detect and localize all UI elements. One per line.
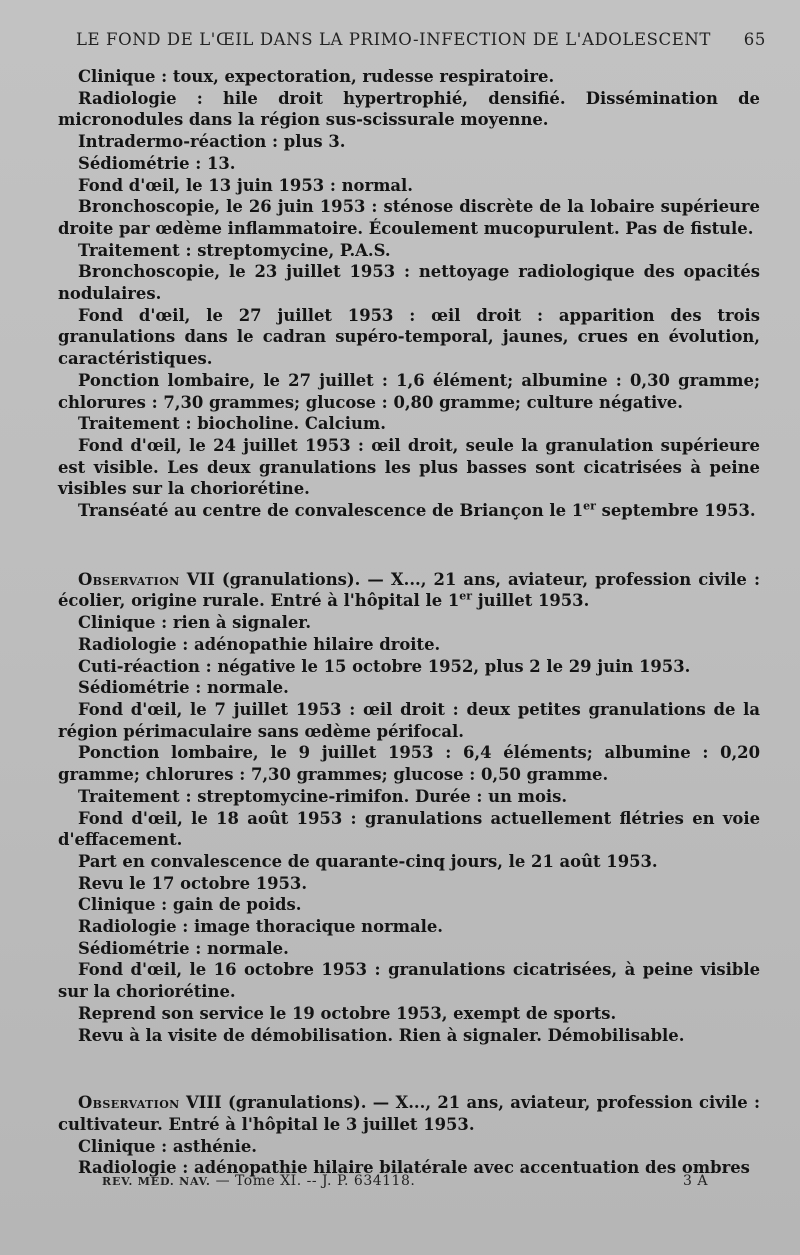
section-gap (58, 522, 760, 569)
paragraph: Radiologie : hile droit hypertrophié, densifié. Dissémination de micronodules dans la région sus-scissurale moyenne. (58, 88, 760, 130)
paragraph: Fond d'œil, le 24 juillet 1953 : œil droit, seule la granulation supérieure est visible. Les deux granulations les plus basses sont cicatrisées à peine visibles sur la choriorétine. (58, 435, 760, 499)
paragraph: Ponction lombaire, le 27 juillet : 1,6 élément; albumine : 0,30 gramme; chlorures : 7,30 grammes; glucose : 0,80 gramme; culture négative. (58, 370, 760, 412)
observation-8 (58, 1092, 760, 1179)
paragraph: Fond d'œil, le 18 août 1953 : granulations actuellement flétries en voie d'effacement. (58, 808, 760, 850)
journal-reference: REV. MÉD. NAV. — Tome XI. -- J. P. 634118. (102, 1173, 416, 1189)
observation-label: Observation (78, 1093, 180, 1113)
observation-heading: Observation VIII (granulations). — X..., 21 ans, aviateur, profession civile : cultivateur. Entré à l'hôpital le 3 juillet 1953. (58, 1093, 760, 1134)
paragraph: Radiologie : adénopathie hilaire bilatérale avec accentuation des ombres (78, 1158, 750, 1178)
paragraph: Radiologie : adénopathie hilaire droite. (78, 634, 441, 654)
paragraph: Intradermo-réaction : plus 3. (78, 132, 346, 152)
paragraph: Cuti-réaction : négative le 15 octobre 1952, plus 2 le 29 juin 1953. (78, 656, 691, 676)
paragraph: Fond d'œil, le 27 juillet 1953 : œil droit : apparition des trois granulations dans le cadran supéro-temporal, jaunes, crues en évolution, caractéristiques. (58, 305, 760, 369)
paragraph: Fond d'œil, le 7 juillet 1953 : œil droit : deux petites granulations de la région périmaculaire sans œdème périfocal. (58, 699, 760, 741)
paragraph: Ponction lombaire, le 9 juillet 1953 : 6,4 éléments; albumine : 0,20 gramme; chlorures : 7,30 grammes; glucose : 0,50 gramme. (58, 743, 760, 785)
signature-mark: 3 A (683, 1173, 708, 1189)
paragraph: Sédiométrie : normale. (78, 938, 289, 958)
paragraph: Fond d'œil, le 13 juin 1953 : normal. (78, 175, 413, 195)
paragraph: Fond d'œil, le 16 octobre 1953 : granulations cicatrisées, à peine visible sur la choriorétine. (58, 960, 760, 1002)
paragraph: Traitement : streptomycine-rimifon. Durée : un mois. (78, 786, 568, 806)
paragraph: Sédiométrie : 13. (78, 153, 236, 173)
paragraph: Clinique : rien à signaler. (78, 613, 312, 633)
paragraph: Sédiométrie : normale. (78, 678, 289, 698)
paragraph: Traitement : biocholine. Calcium. (78, 414, 386, 434)
paragraph: Clinique : asthénie. (78, 1136, 257, 1156)
page-number: 65 (743, 30, 766, 49)
paragraph: Part en convalescence de quarante-cinq jours, le 21 août 1953. (78, 851, 658, 871)
paragraph: Bronchoscopie, le 23 juillet 1953 : nettoyage radiologique des opacités nodulaires. (58, 262, 760, 304)
paragraph: Revu à la visite de démobilisation. Rien à signaler. Démobilisable. (78, 1025, 685, 1045)
observation-7 (58, 569, 760, 1046)
paragraph: Transéaté au centre de convalescence de Briançon le 1er septembre 1953. (78, 499, 756, 521)
paragraph: Clinique : toux, expectoration, rudesse respiratoire. (78, 67, 555, 86)
paragraph: Bronchoscopie, le 26 juin 1953 : sténose discrète de la lobaire supérieure droite par œdème inflammatoire. Écoulement mucopurulent. Pas de fistule. (58, 197, 760, 238)
paragraph: Clinique : gain de poids. (78, 895, 302, 915)
paragraph: Radiologie : image thoracique normale. (78, 917, 443, 937)
running-header (76, 30, 766, 49)
observation-label: Observation (78, 569, 180, 589)
running-title: LE FOND DE L'ŒIL DANS LA PRIMO-INFECTION DE L'ADOLESCENT (76, 30, 712, 49)
observation-6-continued (58, 66, 760, 522)
paragraph: Revu le 17 octobre 1953. (78, 873, 308, 893)
page-footer (102, 1173, 708, 1189)
observation-heading: Observation VII (granulations). — X..., 21 ans, aviateur, profession civile : écolier, origine rurale. Entré à l'hôpital le 1er juillet 1953. (58, 569, 760, 611)
section-gap (58, 1046, 760, 1092)
paragraph: Reprend son service le 19 octobre 1953, exempt de sports. (78, 1003, 617, 1023)
paragraph: Traitement : streptomycine, P.A.S. (78, 240, 391, 260)
body-text (58, 66, 760, 1179)
